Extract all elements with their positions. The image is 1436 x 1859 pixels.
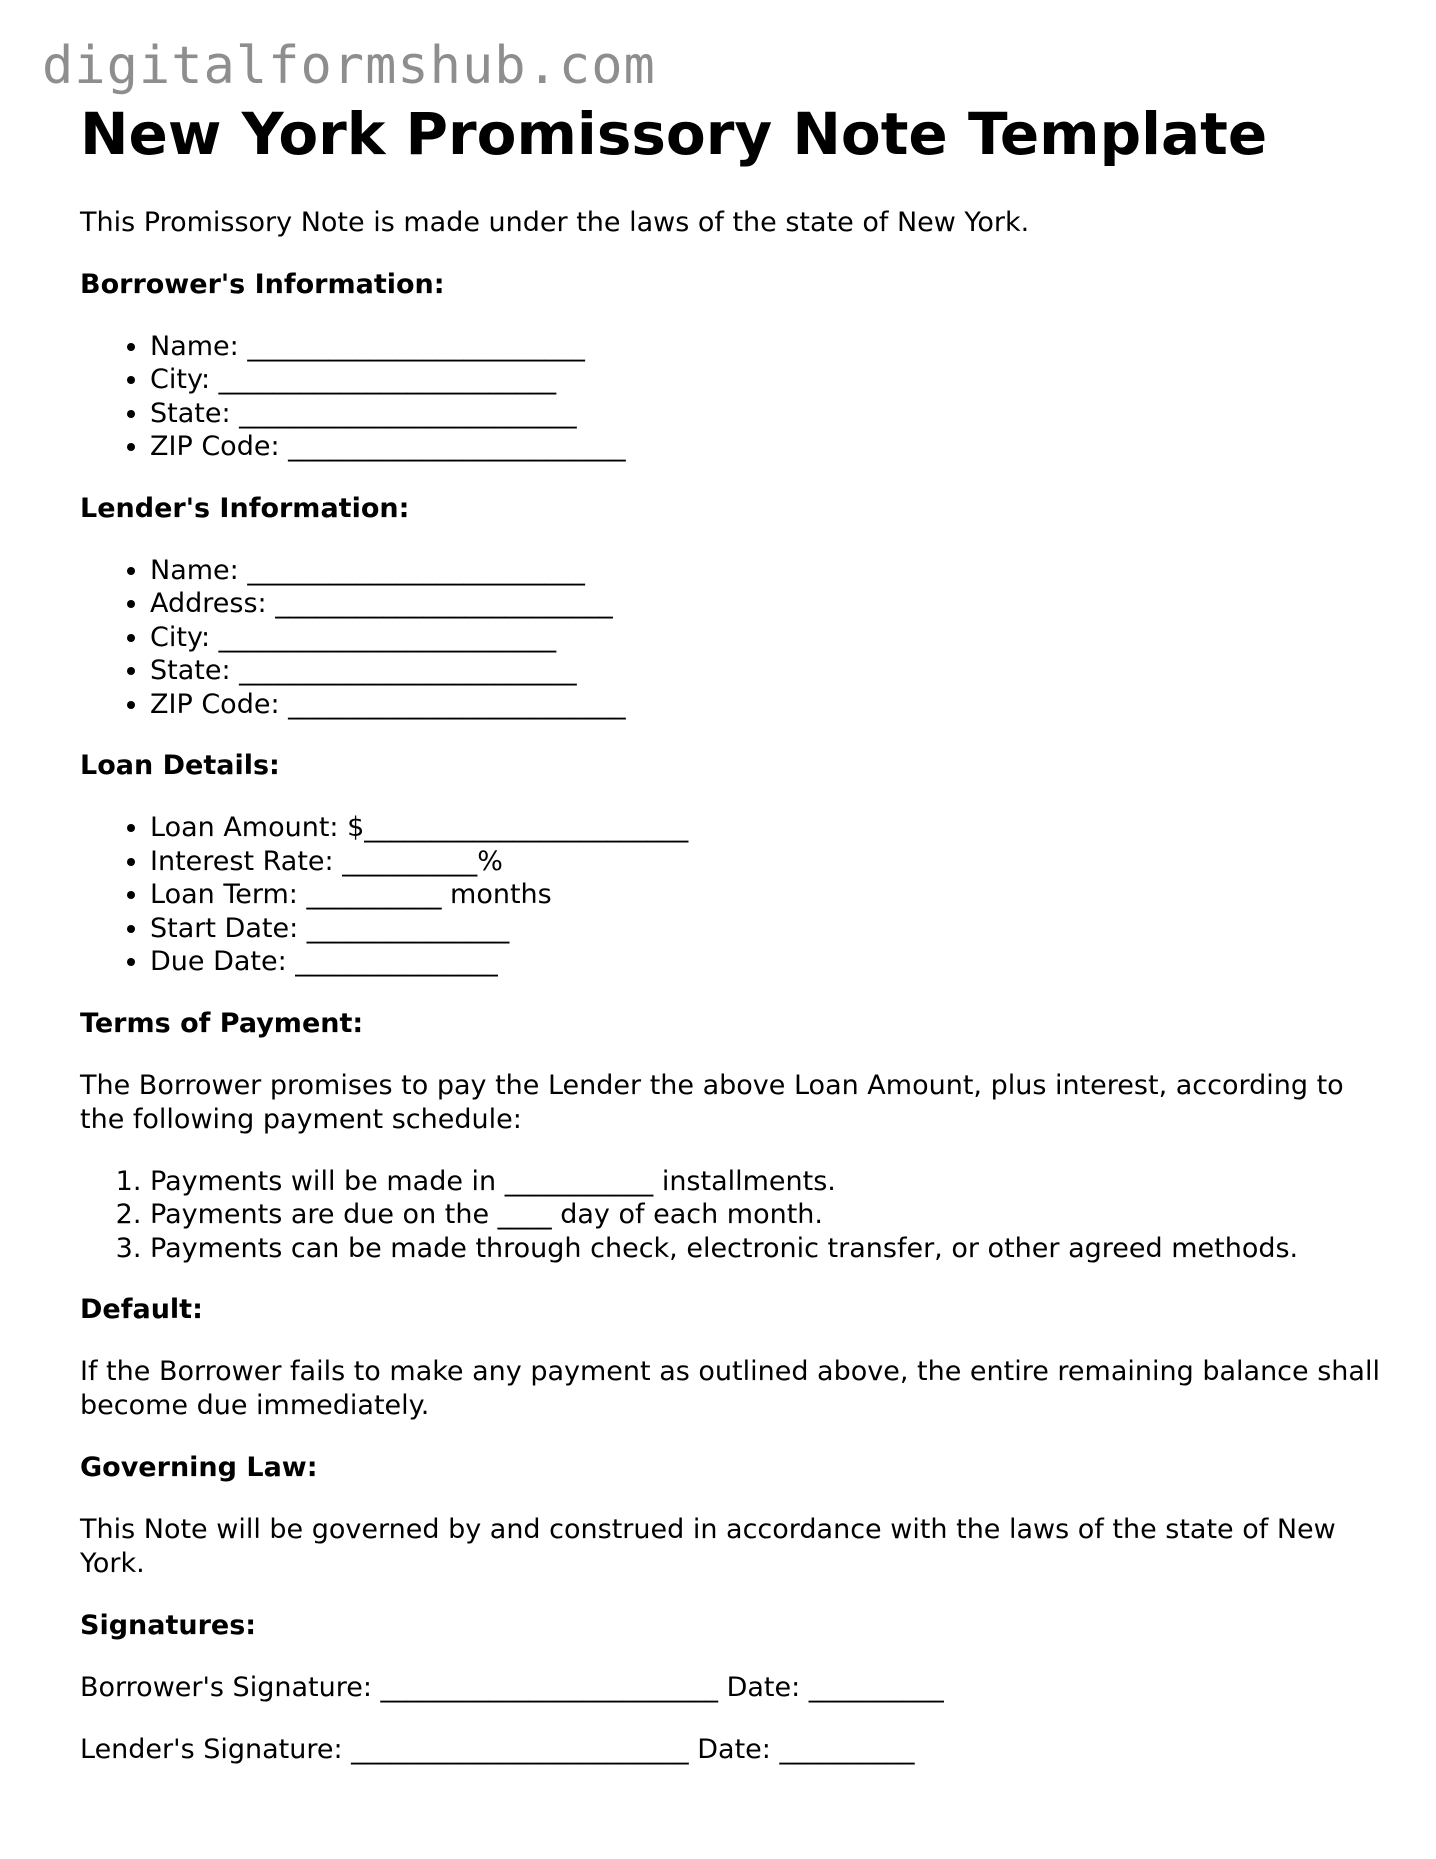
borrower-signature-line: Borrower's Signature: _________________________ Date: __________	[80, 1672, 944, 1704]
terms-paragraph: The Borrower promises to pay the Lender the above Loan Amount, plus interest, according to the following payment schedule:	[80, 1069, 1344, 1135]
borrower-city-field: • City: _________________________	[150, 363, 1380, 397]
loan-term-field: • Loan Term: __________ months	[150, 878, 1380, 912]
intro-paragraph: This Promissory Note is made under the laws of the state of New York.	[80, 206, 1030, 238]
loan-amount-field: • Loan Amount: $________________________	[150, 811, 1380, 845]
interest-rate-field: • Interest Rate: __________%	[150, 845, 1380, 879]
loan-details-heading: Loan Details:	[80, 750, 280, 782]
governing-law-paragraph: This Note will be governed by and construed in accordance with the laws of the state of New York.	[80, 1514, 1336, 1580]
payment-schedule-item: 2. Payments are due on the ____ day of each month.	[150, 1198, 1380, 1232]
lender-city-field: • City: _________________________	[150, 621, 1380, 655]
lender-heading: Lender's Information:	[80, 492, 410, 524]
governing-law-heading: Governing Law:	[80, 1452, 318, 1484]
lender-state-field: • State: _________________________	[150, 654, 1380, 688]
lender-signature-line: Lender's Signature: _________________________ Date: __________	[80, 1734, 915, 1766]
due-date-field: • Due Date: _______________	[150, 945, 1380, 979]
lender-zip-field: • ZIP Code: _________________________	[150, 688, 1380, 722]
lender-name-field: • Name: _________________________	[150, 554, 1380, 588]
signatures-heading: Signatures:	[80, 1610, 257, 1642]
borrower-name-field: • Name: _________________________	[150, 330, 1380, 364]
site-watermark: digitalformshub.com	[42, 36, 656, 96]
terms-heading: Terms of Payment:	[80, 1007, 364, 1039]
start-date-field: • Start Date: _______________	[150, 912, 1380, 946]
payment-schedule-item: 3. Payments can be made through check, electronic transfer, or other agreed methods.	[150, 1232, 1380, 1266]
lender-address-field: • Address: _________________________	[150, 587, 1380, 621]
default-heading: Default:	[80, 1294, 203, 1326]
page-title: New York Promissory Note Template	[80, 100, 1268, 168]
borrower-zip-field: • ZIP Code: _________________________	[150, 430, 1380, 464]
default-paragraph: If the Borrower fails to make any payment as outlined above, the entire remaining balance shall become due immediately.	[80, 1356, 1380, 1422]
payment-schedule-list	[80, 1165, 1380, 1266]
lender-info-list	[80, 554, 1380, 722]
borrower-heading: Borrower's Information:	[80, 268, 445, 300]
payment-schedule-item: 1. Payments will be made in ___________ installments.	[150, 1165, 1380, 1199]
document-page	[80, 100, 1380, 1767]
borrower-state-field: • State: _________________________	[150, 397, 1380, 431]
borrower-info-list	[80, 330, 1380, 464]
loan-details-list	[80, 811, 1380, 979]
